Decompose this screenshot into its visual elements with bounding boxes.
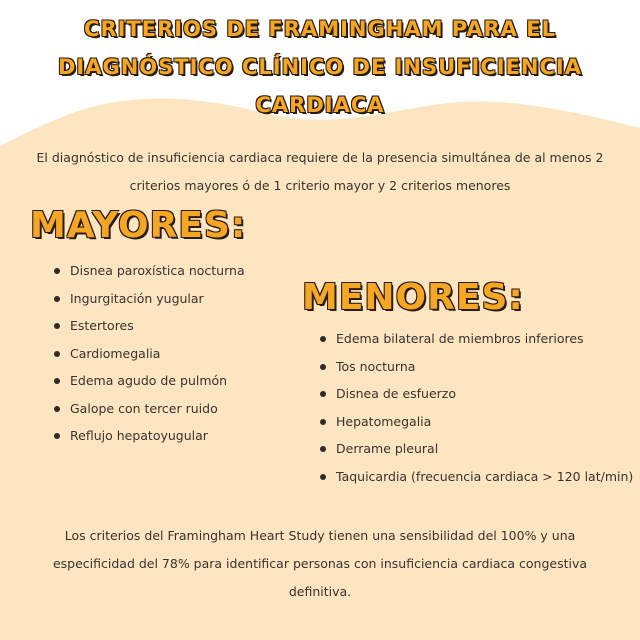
list-item: Galope con tercer ruido: [52, 395, 245, 423]
list-item: Edema bilateral de miembros inferiores: [318, 325, 633, 353]
page-title: CRITERIOS DE FRAMINGHAM PARA EL DIAGNÓSTICO CLÍNICO DE INSUFICIENCIA CARDIACA: [57, 17, 582, 117]
intro-text: El diagnóstico de insuficiencia cardiaca requiere de la presencia simultánea de al menos 2 criterios mayores ó de 1 criterio mayor y 2 criterios menores: [36, 150, 604, 193]
menores-heading: MENORES:: [302, 277, 524, 318]
list-item: Ingurgitación yugular: [52, 285, 245, 313]
list-item: Disnea de esfuerzo: [318, 380, 633, 408]
list-item: Derrame pleural: [318, 435, 633, 463]
list-item: Hepatomegalia: [318, 408, 633, 436]
list-item: Reflujo hepatoyugular: [52, 422, 245, 450]
mayores-list: [52, 257, 245, 450]
mayores-heading: MAYORES:: [30, 205, 247, 246]
list-item: Tos nocturna: [318, 353, 633, 381]
list-item: Cardiomegalia: [52, 340, 245, 368]
list-item: Disnea paroxística nocturna: [52, 257, 245, 285]
list-item: Taquicardia (frecuencia cardiaca > 120 lat/min): [318, 463, 633, 491]
menores-list: [318, 325, 633, 490]
list-item: Estertores: [52, 312, 245, 340]
list-item: Edema agudo de pulmón: [52, 367, 245, 395]
footer-text: Los criterios del Framingham Heart Study tienen una sensibilidad del 100% y una especificidad del 78% para identificar personas con insuficiencia cardiaca congestiva definitiva.: [52, 528, 588, 599]
